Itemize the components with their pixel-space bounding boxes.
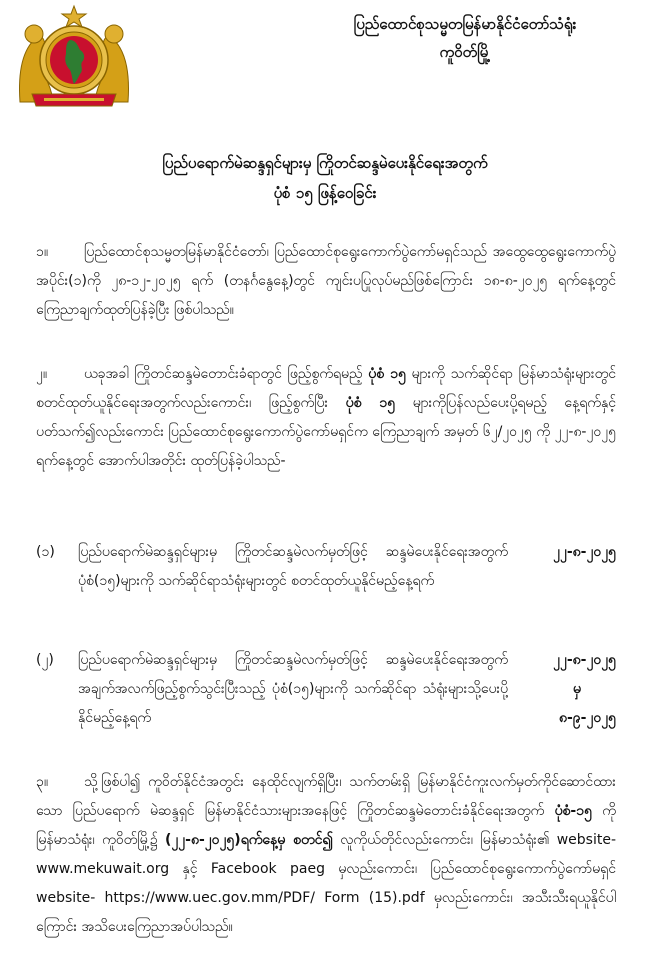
paragraph-text: သို့ဖြစ်ပါ၍ ကူဝိတ်နိုင်ငံအတွင်း နေထိုင်လျက်ရှိပြီး၊ သက်တမ်းရှိ မြန်မာနိုင်ငံကူးလက်မှတ်ကိုင်ဆောင်ထားသော ပြည်ပရောက် မဲဆန္ဒရှင် မြန်မာနိုင်ငံသားများအနေဖြင့် ကြိုတင်ဆန္ဒမဲတောင်းခံနိုင်ရေးအတွက် <box>36 774 616 819</box>
paragraph-1 <box>36 238 616 325</box>
paragraph-number: ၂။ <box>36 366 48 382</box>
embassy-header <box>300 10 630 66</box>
header-line-1: ပြည်ထောင်စုသမ္မတမြန်မာနိုင်ငံတော်သံရုံး <box>353 15 577 33</box>
item-text: ပြည်ပရောက်မဲဆန္ဒရှင်များမှ ကြိုတင်ဆန္ဒမဲလက်မှတ်ဖြင့် ဆန္ဒမဲပေးနိုင်ရေးအတွက် အချက်အလက်ဖြည့်စွက်သွင်းပြီးသည့် ပုံစံ(၁၅)များကို သက်ဆိုင်ရာ သံရုံးများသို့ပေးပို့နိုင်မည့်နေ့ရက် <box>78 652 508 726</box>
paragraph-number: ၃။ <box>36 774 49 790</box>
paragraph-3 <box>36 768 616 942</box>
paragraph-text: ကို မြန်မာသံရုံး၊ ကူဝိတ်မြို့၌ <box>36 803 617 848</box>
paragraph-text: ယခုအခါ ကြိုတင်ဆန္ဒမဲတောင်းခံရာတွင် ဖြည့်စွက်ရမည့် <box>84 366 369 382</box>
notice-title <box>40 148 610 208</box>
header-line-2: ကူဝိတ်မြို့ <box>439 43 491 61</box>
state-seal-emblem <box>14 4 134 108</box>
form-15-bold: ပုံစံ ၁၅ <box>368 366 406 382</box>
paragraph-text: များကိုပြန်လည်ပေးပို့ရမည့် နေ့ရက်နှင့်ပတ်သက်၍လည်းကောင်း ပြည်ထောင်စုရွေးကောက်ပွဲကော်မရှင်က ကြေညာချက် အမှတ် ၆၂/၂၀၂၅ ကို ၂၂-၈-၂၀၂၅ ရက်နေ့တွင် အောက်ပါအတိုင်း ထုတ်ပြန်ခဲ့ပါသည်- <box>36 395 616 469</box>
list-item <box>36 538 616 596</box>
item-text: ပြည်ပရောက်မဲဆန္ဒရှင်များမှ ကြိုတင်ဆန္ဒမဲလက်မှတ်ဖြင့် ဆန္ဒမဲပေးနိုင်ရေးအတွက် ပုံစံ(၁၅)များကို သက်ဆိုင်ရာသံရုံးများတွင် စတင်ထုတ်ယူနိုင်မည့်နေ့ရက် <box>78 544 508 589</box>
item-date <box>508 646 616 733</box>
item-number: (၁) <box>36 544 55 560</box>
date-start: ၂၂-၈-၂၀၂၅ <box>553 544 616 560</box>
paragraph-2 <box>36 360 616 476</box>
item-date <box>508 538 616 596</box>
paragraph-text: လူကိုယ်တိုင်လည်းကောင်း၊ မြန်မာသံရုံး၏ website- www.mekuwait.org နှင့် Facebook paeg မှလည်းကောင်း၊ ပြည်ထောင်စုရွေးကောက်ပွဲကော်မရှင် website- https://www.uec.gov.mm/PDF/ Form (15).pdf မှလည်းကောင်း၊ အသီးသီးရယူနိုင်ပါကြောင်း အသိပေးကြေညာအပ်ပါသည်။ <box>36 832 616 935</box>
list-item <box>36 646 616 733</box>
date-start: ၂၂-၈-၂၀၂၅ <box>553 652 616 668</box>
date-range-to: မှ <box>573 681 581 697</box>
paragraph-text: ပြည်ထောင်စုသမ္မတမြန်မာနိုင်ငံတော်၊ ပြည်ထောင်စုရွေးကောက်ပွဲကော်မရှင်သည် အထွေထွေရွေးကောက်ပွဲအပိုင်း(၁)ကို ၂၈-၁၂-၂၀၂၅ ရက် (တနင်္ဂနွေနေ့)တွင် ကျင်းပပြုလုပ်မည်ဖြစ်ကြောင်း ၁၈-၈-၂၀၂၅ ရက်နေ့တွင် ကြေညာချက်ထုတ်ပြန်ခဲ့ပြီး ဖြစ်ပါသည်။ <box>36 244 616 318</box>
form-15-bold: ပုံစံ-၁၅ <box>554 803 592 819</box>
title-line-2: ပုံစံ ၁၅ ဖြန့်ဝေခြင်း <box>273 184 377 202</box>
date-bold: (၂၂-၈-၂၀၂၅)ရက်နေ့မှ စတင်၍ <box>165 832 333 848</box>
form-15-bold: ပုံစံ ၁၅ <box>345 395 396 411</box>
paragraph-text: များကို သက်ဆိုင်ရာ မြန်မာသံရုံးများတွင် စတင်ထုတ်ယူနိုင်ရေးအတွက်လည်းကောင်း၊ ဖြည့်စွက်ပြီး <box>36 366 616 411</box>
title-line-1: ပြည်ပရောက်မဲဆန္ဒရှင်များမှ ကြိုတင်ဆန္ဒမဲပေးနိုင်ရေးအတွက် <box>162 154 488 172</box>
date-end: ၈-၉-၂၀၂၅ <box>559 710 616 726</box>
paragraph-number: ၁။ <box>36 244 49 260</box>
item-number: (၂) <box>36 652 54 668</box>
